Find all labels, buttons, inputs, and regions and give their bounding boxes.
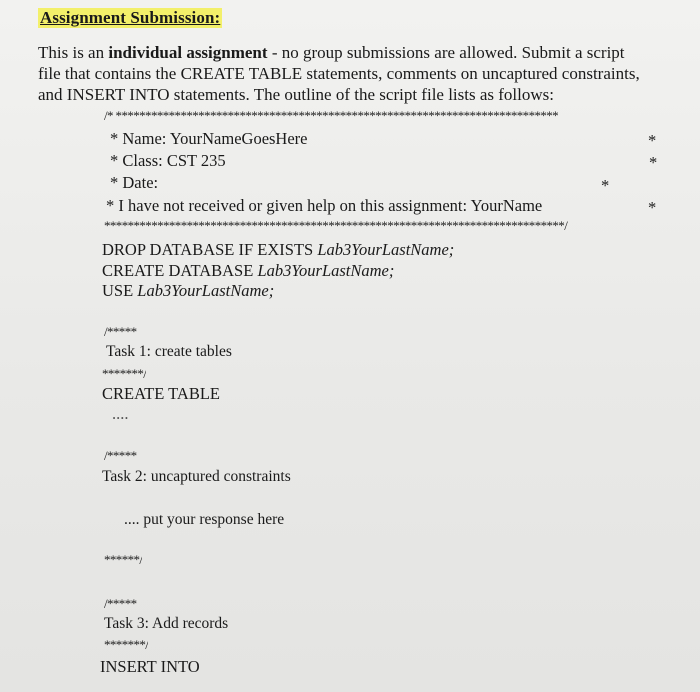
- task1-comment-close: *******/: [102, 366, 147, 381]
- create-database-statement: CREATE DATABASE Lab3YourLastName;: [102, 261, 395, 280]
- task2-title: Task 2: uncaptured constraints: [102, 468, 291, 485]
- header-name-line: * Name: YourNameGoesHere: [110, 129, 308, 148]
- intro-paragraph: [38, 42, 700, 105]
- header-star-3: *: [601, 176, 610, 195]
- task1-comment-open: /*****: [104, 324, 137, 339]
- header-help-line: * I have not received or given help on this assignment: YourName: [106, 196, 543, 215]
- header-star-2: *: [649, 153, 658, 172]
- task2-comment-close: ******/: [104, 552, 143, 567]
- intro-line-1: This is an individual assignment - no group submissions are allowed. Submit a script: [38, 43, 625, 62]
- header-comment-close: ******************************************************************************/: [104, 218, 568, 233]
- task2-comment-open: /*****: [104, 448, 137, 463]
- header-star-1: *: [648, 131, 657, 150]
- assignment-heading: Assignment Submission:: [40, 8, 221, 27]
- task1-ellipsis: ....: [112, 404, 129, 423]
- task3-title: Task 3: Add records: [104, 615, 229, 632]
- use-database-statement: USE Lab3YourLastName;: [102, 281, 275, 300]
- task1-title: Task 1: create tables: [106, 343, 232, 360]
- insert-into-statement: INSERT INTO: [100, 657, 200, 676]
- drop-database-statement: DROP DATABASE IF EXISTS Lab3YourLastName;: [102, 240, 455, 259]
- task3-comment-open: /*****: [104, 596, 137, 611]
- task3-comment-close: *******/: [104, 637, 149, 652]
- header-comment-open: /* ***************************************************************************: [104, 108, 559, 123]
- header-star-4: *: [648, 198, 657, 217]
- intro-line-2: file that contains the CREATE TABLE statements, comments on uncaptured constraints,: [38, 64, 640, 83]
- header-date-line: * Date:: [110, 173, 159, 192]
- intro-line-3: and INSERT INTO statements. The outline of the script file lists as follows:: [38, 85, 554, 104]
- individual-assignment-emphasis: individual assignment: [108, 43, 268, 62]
- create-table-statement: CREATE TABLE: [102, 384, 220, 403]
- task2-response-placeholder: .... put your response here: [124, 511, 285, 528]
- header-class-line: * Class: CST 235: [110, 151, 226, 170]
